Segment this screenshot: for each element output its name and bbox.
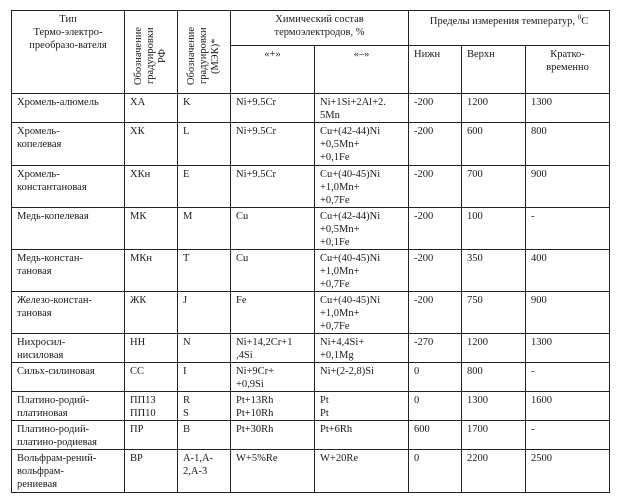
header-rf-designation-text: Обозначение градуировки РФ (133, 26, 168, 85)
cell-type: Железо-констан- тановая (12, 292, 125, 334)
cell-rf: МК (125, 208, 178, 250)
cell-minus: Ni+4,4Si+ +0,1Mg (315, 334, 409, 363)
cell-plus: W+5%Re (231, 450, 315, 493)
cell-minus: Cu+(40-45)Ni +1,0Mn+ +0,7Fe (315, 250, 409, 292)
cell-upper: 750 (462, 292, 526, 334)
table-row (12, 208, 610, 250)
table-row (12, 392, 610, 421)
thermocouple-table (11, 10, 610, 493)
cell-minus: Ni+1Si+2Al+2. 5Mn (315, 94, 409, 123)
cell-type: Медь-констан- тановая (12, 250, 125, 292)
cell-plus: Ni+14,2Cr+1 ,4Si (231, 334, 315, 363)
cell-lower: 600 (409, 421, 462, 450)
cell-iec: T (178, 250, 231, 292)
cell-short-term: - (526, 421, 610, 450)
cell-upper: 600 (462, 123, 526, 166)
cell-plus: Ni+9Cr+ +0,9Si (231, 363, 315, 392)
cell-iec: B (178, 421, 231, 450)
cell-short-term: - (526, 363, 610, 392)
cell-rf: ЖК (125, 292, 178, 334)
cell-upper: 1700 (462, 421, 526, 450)
header-limits (409, 11, 610, 46)
header-limits-degree: 0 (577, 13, 582, 22)
cell-minus: Ni+(2-2,8)Si (315, 363, 409, 392)
cell-lower: -200 (409, 292, 462, 334)
cell-plus: Ni+9.5Cr (231, 123, 315, 166)
cell-rf: ХА (125, 94, 178, 123)
cell-type: Хромель- константановая (12, 166, 125, 208)
header-plus: «+» (231, 46, 315, 94)
table-row (12, 334, 610, 363)
cell-upper: 1300 (462, 392, 526, 421)
table-row (12, 421, 610, 450)
cell-plus: Ni+9.5Cr (231, 166, 315, 208)
cell-iec: R S (178, 392, 231, 421)
cell-iec: E (178, 166, 231, 208)
table-row (12, 166, 610, 208)
cell-rf: ВР (125, 450, 178, 493)
cell-rf: МКн (125, 250, 178, 292)
cell-type: Платино-родий- платино-родиевая (12, 421, 125, 450)
cell-lower: -200 (409, 208, 462, 250)
cell-upper: 700 (462, 166, 526, 208)
cell-iec: M (178, 208, 231, 250)
header-composition: Химический состав термоэлектродов, % (231, 11, 409, 46)
cell-lower: -200 (409, 123, 462, 166)
cell-rf: ХКн (125, 166, 178, 208)
header-limits-text: Пределы измерения температур, (429, 16, 578, 27)
cell-iec: L (178, 123, 231, 166)
table-row (12, 250, 610, 292)
cell-short-term: 400 (526, 250, 610, 292)
table-row (12, 292, 610, 334)
header-iec-designation (178, 11, 231, 94)
cell-minus: Pt Pt (315, 392, 409, 421)
cell-minus: W+20Re (315, 450, 409, 493)
header-iec-designation-text: Обозначение градуировки (МЭК)* (186, 26, 221, 85)
cell-iec: J (178, 292, 231, 334)
cell-lower: 0 (409, 450, 462, 493)
cell-minus: Cu+(40-45)Ni +1,0Mn+ +0,7Fe (315, 292, 409, 334)
header-type: Тип Термо-электро- преобразо-вателя (12, 11, 125, 94)
cell-plus: Pt+13Rh Pt+10Rh (231, 392, 315, 421)
cell-short-term: - (526, 208, 610, 250)
cell-lower: -200 (409, 250, 462, 292)
cell-upper: 800 (462, 363, 526, 392)
table-row (12, 94, 610, 123)
cell-short-term: 900 (526, 292, 610, 334)
cell-type: Хромель-алюмель (12, 94, 125, 123)
header-minus: «–» (315, 46, 409, 94)
cell-upper: 1200 (462, 334, 526, 363)
cell-lower: -200 (409, 166, 462, 208)
cell-plus: Cu (231, 208, 315, 250)
cell-short-term: 1300 (526, 94, 610, 123)
cell-iec: А-1,А- 2,А-3 (178, 450, 231, 493)
cell-short-term: 1300 (526, 334, 610, 363)
cell-short-term: 900 (526, 166, 610, 208)
header-short-term: Кратко- временно (526, 46, 610, 94)
table-body (12, 94, 610, 493)
cell-iec: I (178, 363, 231, 392)
header-lower: Нижн (409, 46, 462, 94)
cell-rf: НН (125, 334, 178, 363)
cell-minus: Cu+(42-44)Ni +0,5Mn+ +0,1Fe (315, 208, 409, 250)
cell-upper: 2200 (462, 450, 526, 493)
cell-type: Сильх-силиновая (12, 363, 125, 392)
cell-type: Медь-копелевая (12, 208, 125, 250)
cell-upper: 1200 (462, 94, 526, 123)
cell-minus: Cu+(40-45)Ni +1,0Mn+ +0,7Fe (315, 166, 409, 208)
cell-lower: -270 (409, 334, 462, 363)
cell-upper: 100 (462, 208, 526, 250)
header-upper: Верхн (462, 46, 526, 94)
cell-plus: Fe (231, 292, 315, 334)
table-row (12, 450, 610, 493)
header-rf-designation (125, 11, 178, 94)
header-limits-unit: C (581, 16, 589, 27)
cell-short-term: 2500 (526, 450, 610, 493)
cell-type: Нихросил- нисиловая (12, 334, 125, 363)
cell-type: Хромель- копелевая (12, 123, 125, 166)
cell-iec: N (178, 334, 231, 363)
cell-lower: -200 (409, 94, 462, 123)
cell-iec: K (178, 94, 231, 123)
cell-type: Вольфрам-рений- вольфрам- рениевая (12, 450, 125, 493)
cell-short-term: 1600 (526, 392, 610, 421)
cell-short-term: 800 (526, 123, 610, 166)
cell-type: Платино-родий- платиновая (12, 392, 125, 421)
cell-plus: Pt+30Rh (231, 421, 315, 450)
cell-plus: Cu (231, 250, 315, 292)
cell-minus: Cu+(42-44)Ni +0,5Mn+ +0,1Fe (315, 123, 409, 166)
table-row (12, 123, 610, 166)
cell-upper: 350 (462, 250, 526, 292)
cell-lower: 0 (409, 363, 462, 392)
cell-minus: Pt+6Rh (315, 421, 409, 450)
cell-lower: 0 (409, 392, 462, 421)
cell-rf: ПР (125, 421, 178, 450)
cell-rf: ХК (125, 123, 178, 166)
cell-rf: ПП13 ПП10 (125, 392, 178, 421)
cell-plus: Ni+9.5Cr (231, 94, 315, 123)
cell-rf: СС (125, 363, 178, 392)
table-row (12, 363, 610, 392)
